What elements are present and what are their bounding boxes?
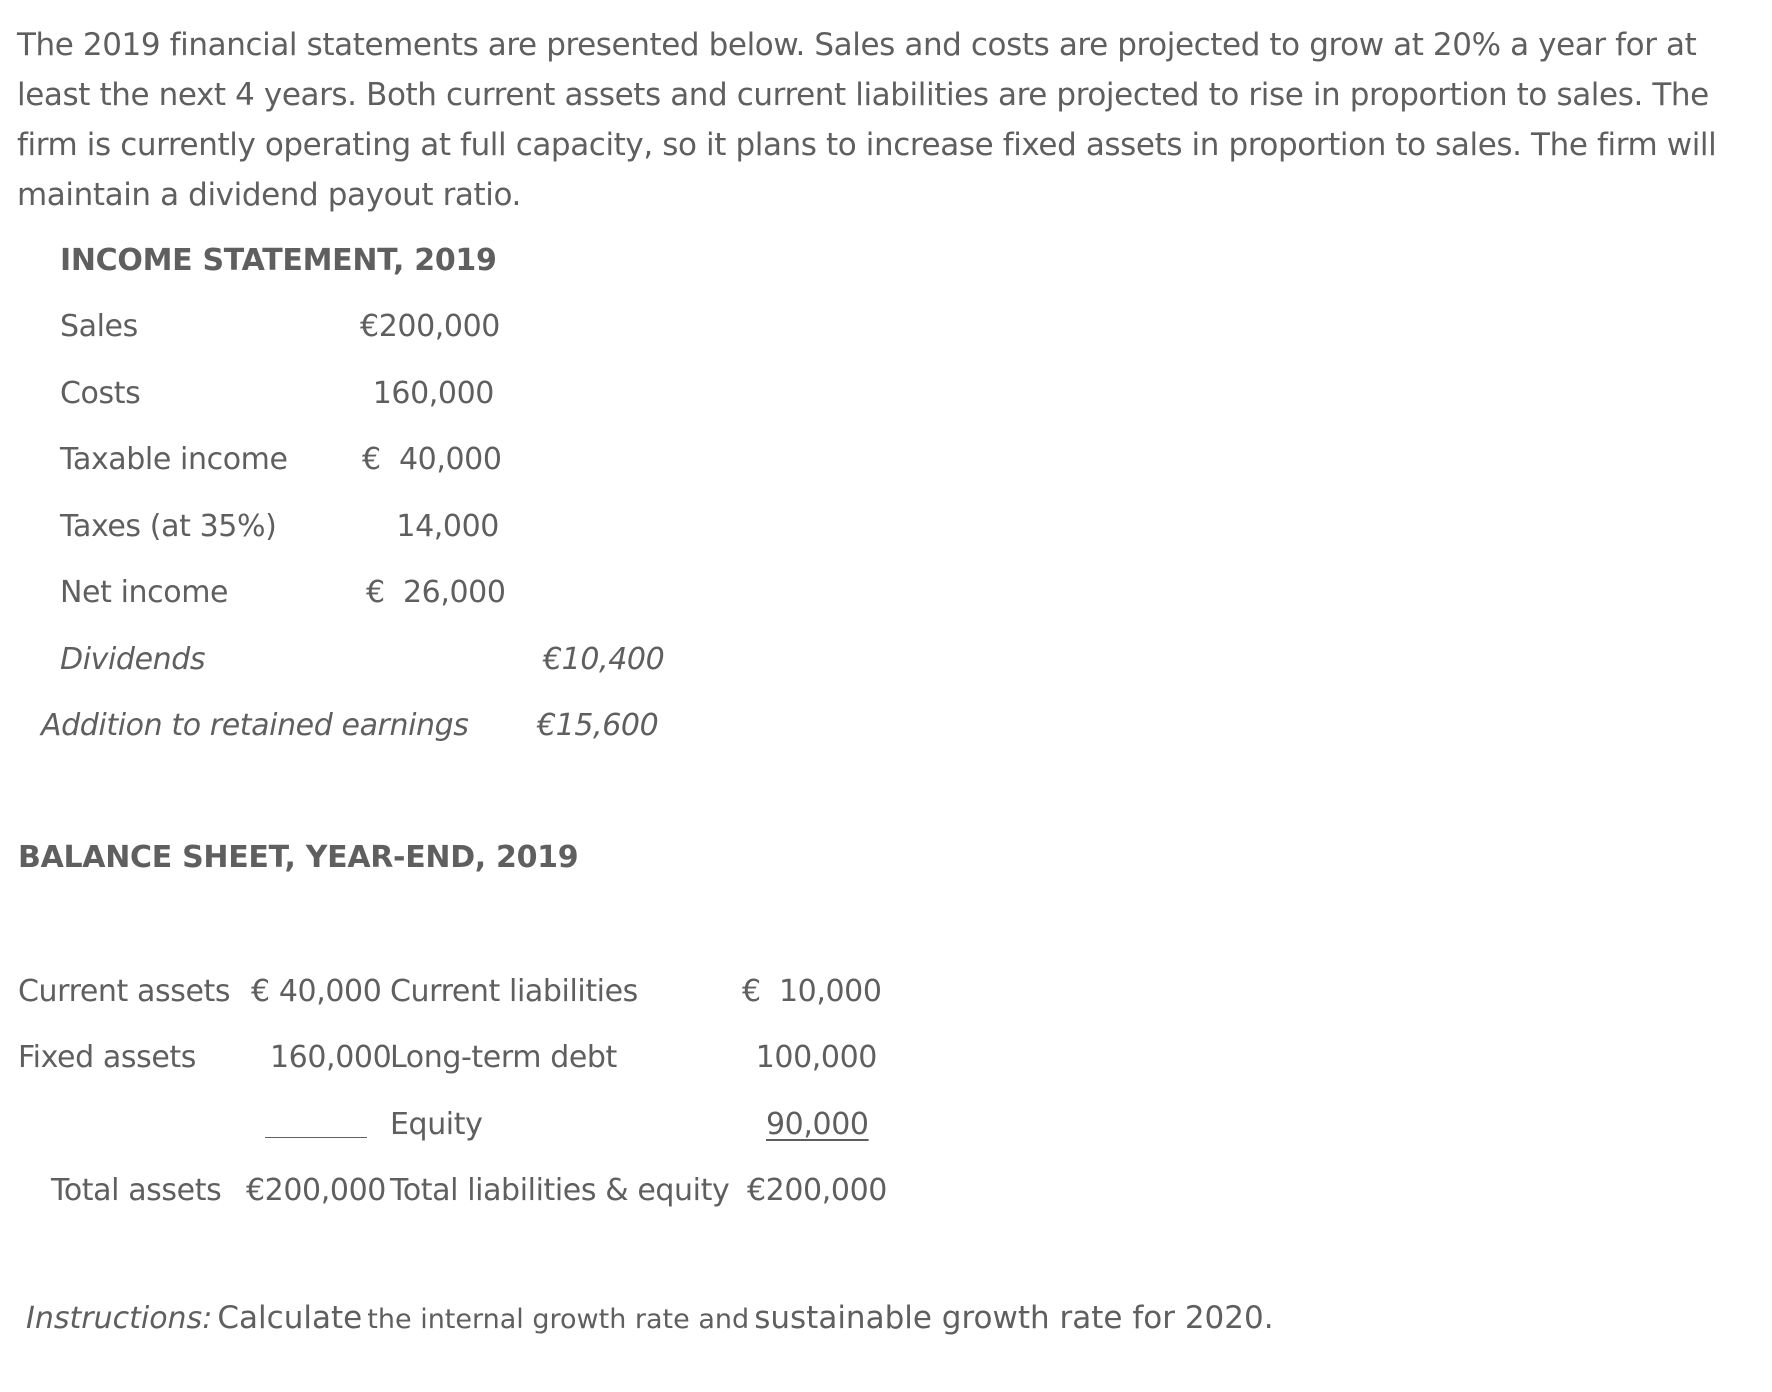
total-liabilities-equity-label: Total liabilities & equity xyxy=(390,1173,730,1208)
row-taxable-income-value: € 40,000 xyxy=(362,442,502,477)
row-costs-label: Costs xyxy=(60,376,141,411)
assets-subtotal-rule xyxy=(265,1137,367,1138)
row-taxes-label: Taxes (at 35%) xyxy=(60,509,277,544)
row-net-income-label: Net income xyxy=(60,575,229,610)
total-assets-label: Total assets xyxy=(51,1173,222,1208)
total-assets-value: €200,000 xyxy=(246,1173,386,1208)
income-statement-title: INCOME STATEMENT, 2019 xyxy=(60,243,497,278)
intro-paragraph: The 2019 financial statements are presented below. Sales and costs are projected to grow at 20% a year for at least the next 4 years. Both current assets and current liabilities are projected to rise in proportion to sales. The firm is currently operating at full capacity, so it plans to increase fixed assets in proportion to sales. The firm will maintain a dividend payout ratio. xyxy=(17,27,1717,213)
instructions-label: Instructions: xyxy=(26,1301,213,1336)
fixed-assets-value: 160,000 xyxy=(270,1040,392,1075)
total-liabilities-equity-value: €200,000 xyxy=(747,1173,887,1208)
retained-earnings-value: €15,600 xyxy=(537,708,659,743)
row-taxes-value: 14,000 xyxy=(396,509,499,544)
long-term-debt-label: Long-term debt xyxy=(390,1040,617,1075)
fixed-assets-label: Fixed assets xyxy=(18,1040,196,1075)
row-taxable-income-label: Taxable income xyxy=(60,442,288,477)
instructions-part3: sustainable growth rate for 2020. xyxy=(754,1300,1274,1336)
row-net-income-value: € 26,000 xyxy=(366,575,506,610)
instructions xyxy=(26,1300,1274,1336)
dividends-label: Dividends xyxy=(60,642,206,677)
balance-sheet-title: BALANCE SHEET, YEAR-END, 2019 xyxy=(18,840,579,875)
equity-value: 90,000 xyxy=(766,1107,869,1142)
equity-label: Equity xyxy=(390,1107,483,1142)
row-sales-label: Sales xyxy=(60,309,138,344)
instructions-part2: the internal growth rate and xyxy=(367,1304,750,1335)
dividends-value: €10,400 xyxy=(543,642,665,677)
instructions-part1: Calculate xyxy=(217,1300,363,1336)
current-liabilities-value: € 10,000 xyxy=(742,974,882,1009)
retained-earnings-label: Addition to retained earnings xyxy=(41,708,469,743)
row-sales-value: €200,000 xyxy=(360,309,500,344)
row-costs-value: 160,000 xyxy=(372,376,494,411)
long-term-debt-value: 100,000 xyxy=(755,1040,877,1075)
current-assets-label: Current assets xyxy=(18,974,231,1009)
current-assets-value: € 40,000 xyxy=(251,974,382,1009)
current-liabilities-label: Current liabilities xyxy=(390,974,638,1009)
